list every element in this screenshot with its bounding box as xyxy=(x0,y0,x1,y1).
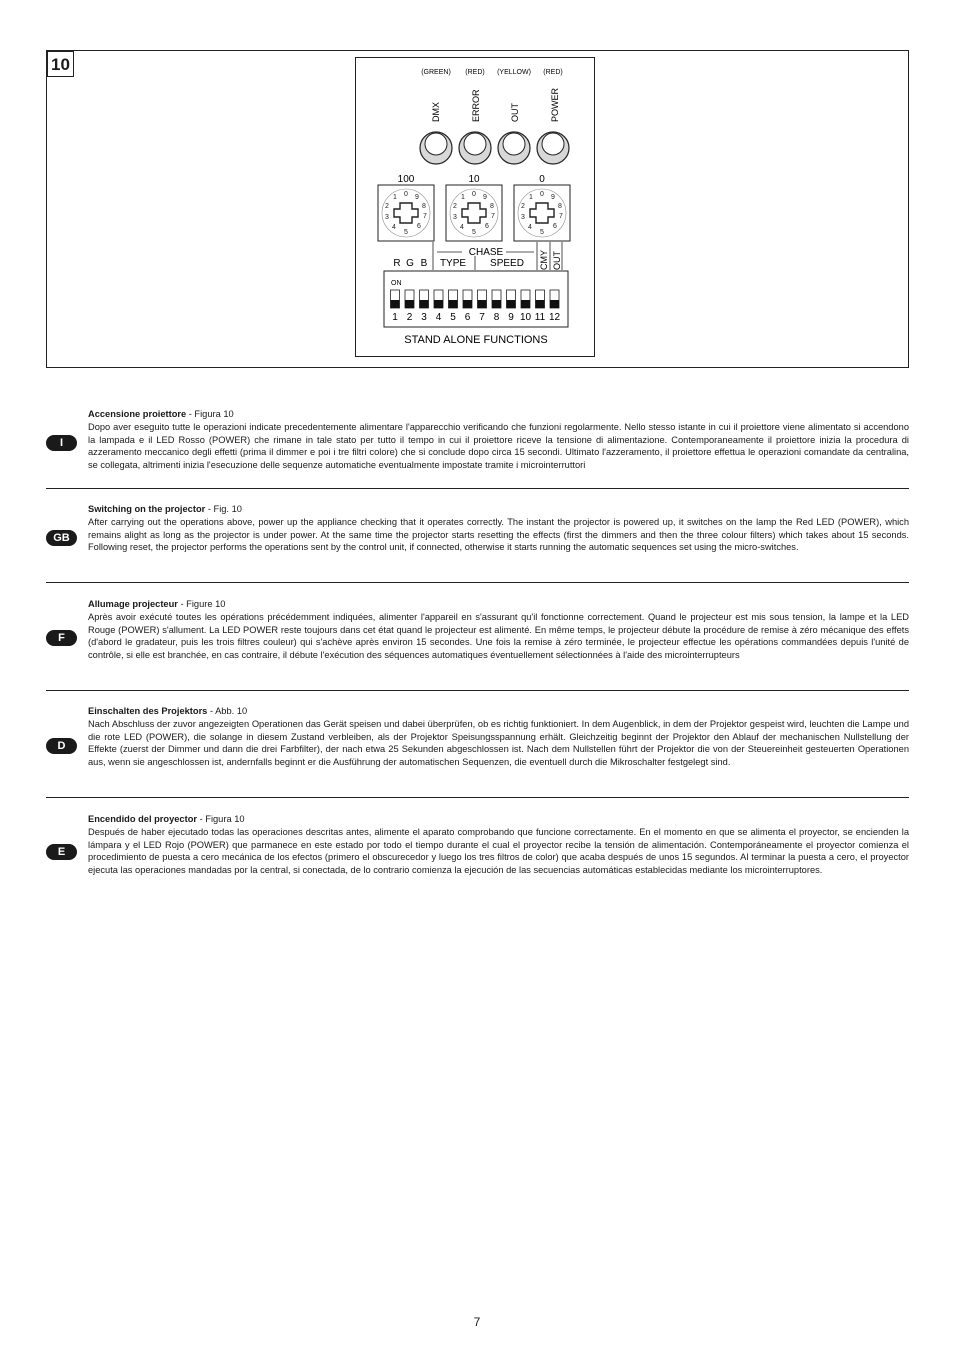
svg-text:8: 8 xyxy=(422,203,426,210)
dip-number-label: 6 xyxy=(464,312,471,323)
svg-text:1: 1 xyxy=(393,194,397,201)
section-german xyxy=(46,702,909,782)
dip-switch-5[interactable] xyxy=(449,290,458,308)
dip-switch-9[interactable] xyxy=(507,290,516,308)
section-title: Switching on the projector xyxy=(88,504,206,514)
dip-on-label: ON xyxy=(391,280,402,287)
rotary-label-10: 10 xyxy=(468,174,480,185)
svg-text:2: 2 xyxy=(385,203,389,210)
panel-caption: STAND ALONE FUNCTIONS xyxy=(404,334,548,346)
section-title: Accensione proiettore xyxy=(88,409,187,419)
section-body: Después de haber ejecutado todas las operaciones descritas antes, alimente el aparato comprobando que funcione correctamente. En el momento en que se alimenta el proyector, se encienden la lámpara y el LED Rojo (POWER) que parmanece en este estado por todo el tiempo durante el cual el proyector recibe la tensión de alimentación. Contemporáneamente el proyector comienza el procedimiento de puesta a cero mecánica de los efectos (primero el obscurecedor y luego los tres filtros de color) que acaba después de unos 15 segundos. Al terminar la puesta a cero, el proyector ejecuta las operaciones mandadas por la central, si conectada, de lo contrario comienza la ejecución de las secuencias automáticas establecidas mediante los microinterruptores. xyxy=(88,826,909,876)
led-name-error: ERROR xyxy=(471,89,481,122)
label-cmy: CMY xyxy=(539,250,549,270)
dip-switch-10[interactable] xyxy=(521,290,530,308)
svg-text:9: 9 xyxy=(415,194,419,201)
label-speed: SPEED xyxy=(490,258,524,269)
svg-text:9: 9 xyxy=(551,194,555,201)
section-body: Après avoir exécuté toutes les opérations précédemment indiquées, alimenter l'appareil en s'assurant qu'il fonctionne correctement. Quand le projecteur est mis sous tension, la lampe et la LED Rouge (POWER) s'allument. La LED POWER reste toujours dans cet état quand le projecteur est alimenté. En même temps, le projecteur débute la procédure de remise à zéro mécanique des effets (d'abord le gradateur, puis les trois filtres couleur) qui s'achève après environ 15 secondes. Une fois la remise à zéro terminée, le projecteur effectue les opérations commandées depuis l'unité de contrôle, si elle est branchée, en cas contraire, il débute l'exécution des séquences automatiques éventuellement sélectionnées à l'aide des microinterrupteurs xyxy=(88,611,909,661)
svg-text:0: 0 xyxy=(404,191,408,198)
label-r: R xyxy=(393,258,401,269)
led-name-power: POWER xyxy=(550,87,560,122)
language-badge-f: F xyxy=(46,630,77,646)
led-color-label: (RED) xyxy=(543,69,563,76)
section-divider xyxy=(46,797,909,798)
led-error-icon xyxy=(459,132,491,164)
rotary-switch-0[interactable] xyxy=(514,185,570,241)
svg-text:6: 6 xyxy=(485,223,489,230)
section-title: Allumage projecteur xyxy=(88,599,178,609)
svg-text:6: 6 xyxy=(417,223,421,230)
led-color-label: (YELLOW) xyxy=(497,69,531,76)
svg-text:2: 2 xyxy=(453,203,457,210)
section-french xyxy=(46,595,909,675)
dip-switch-3[interactable] xyxy=(420,290,429,308)
svg-text:6: 6 xyxy=(553,223,557,230)
figure-ref: - Figura 10 xyxy=(197,814,245,824)
section-body: Dopo aver eseguito tutte le operazioni indicate precedentemente alimentare l'apparecchio verificando che funzioni regolarmente. Nello stesso istante in cui il proiettore viene alimentato si accendono la lampada e il LED Rosso (POWER) che rimane in tale stato per tutto il tempo in cui il proiettore riceve la tensione di alimentazione. Contemporaneamente il proiettore inizia la procedura di azzeramento meccanico degli effetti (prima il dimmer e poi i tre filtri colore) che si conclude dopo circa 15 secondi. Ultimato l'azzeramento, il proiettore effettua le operazioni comandate da centralina, se collegata, altrimenti inizia l'esecuzione delle sequenze automatiche eventualmente impostate tramite i microinterruttori xyxy=(88,421,909,471)
led-name-dmx: DMX xyxy=(431,102,441,122)
language-badge-gb: GB xyxy=(46,530,77,546)
section-title: Einschalten des Projektors xyxy=(88,706,208,716)
dip-number-label: 10 xyxy=(519,312,532,323)
dip-number-label: 12 xyxy=(548,312,561,323)
dip-number-label: 1 xyxy=(392,312,398,323)
led-dmx-icon xyxy=(420,132,452,164)
language-badge-e: E xyxy=(46,844,77,860)
section-title: Encendido del proyector xyxy=(88,814,197,824)
dip-number-label: 3 xyxy=(421,312,427,323)
svg-text:0: 0 xyxy=(472,191,476,198)
svg-text:9: 9 xyxy=(483,194,487,201)
dip-switch-12[interactable] xyxy=(550,290,559,308)
figure-number: 10 xyxy=(47,51,74,77)
svg-text:7: 7 xyxy=(559,213,563,220)
svg-text:4: 4 xyxy=(460,224,464,231)
section-divider xyxy=(46,582,909,583)
dip-number-label: 8 xyxy=(493,312,500,323)
svg-text:7: 7 xyxy=(423,213,427,220)
figure-ref: - Figura 10 xyxy=(186,409,234,419)
svg-text:1: 1 xyxy=(529,194,533,201)
section-body: After carrying out the operations above, power up the appliance checking that it operates correctly. The instant the projector is powered up, it switches on the lamp the Red LED (POWER), which remains alight as long as the projector is under power. At the same time the projector starts resetting the effects (first the dimmers and then the three colour filters) which takes about 15 seconds. Following reset, the projector performs the operations sent by the control unit, if connected, otherwise it starts running the automatic sequences set using the micro-switches. xyxy=(88,516,909,553)
svg-text:7: 7 xyxy=(491,213,495,220)
dip-switch-4[interactable] xyxy=(434,290,443,308)
chase-label: CHASE xyxy=(468,247,504,258)
dip-number-label: 2 xyxy=(406,312,413,323)
dip-number-label: 9 xyxy=(508,312,514,323)
rotary-switch-10[interactable] xyxy=(446,185,502,241)
section-spanish xyxy=(46,810,909,890)
led-name-out: OUT xyxy=(510,103,520,122)
dip-switch-6[interactable] xyxy=(463,290,472,308)
dip-number-label: 7 xyxy=(479,312,485,323)
svg-text:8: 8 xyxy=(490,203,494,210)
label-b: B xyxy=(420,258,428,269)
svg-text:3: 3 xyxy=(521,214,525,221)
section-body: Nach Abschluss der zuvor angezeigten Operationen das Gerät speisen und dabei überprüfen, ob es richtig funktioniert. In dem Augenblick, in dem der Projektor gespeist wird, leuchten die Lampe und die rote LED (POWER), die solange in diesem Zustand verbleiben, als der Projektor Speisungsspannung erhält. Gleichzeitig beginnt der Projektor den Ablauf der mechanischen Nullstellung der Effekte (zuerst der Dimmer und dann die drei Farbfilter), der nach etwa 25 Sekunden abgeschlossen ist. Nach dem Nullstellen führt der Projektor die von der Steuereinheit gesteuerten Operationen aus, wenn sie angeschlossen ist, andernfalls beginnt er die Ausführung der automatischen Sequenzen, die eventuell durch die Mikroschalter festgelegt sind. xyxy=(88,718,909,768)
section-english xyxy=(46,500,909,570)
svg-text:5: 5 xyxy=(540,229,544,236)
dip-number-label: 4 xyxy=(435,312,442,323)
label-g: G xyxy=(406,258,414,269)
svg-text:2: 2 xyxy=(521,203,525,210)
rotary-switch-100[interactable] xyxy=(378,185,434,241)
dip-switch-8[interactable] xyxy=(492,290,501,308)
figure-ref: - Fig. 10 xyxy=(205,504,242,514)
dip-switch-2[interactable] xyxy=(405,290,414,308)
figure-ref: - Figure 10 xyxy=(177,599,226,609)
section-italian xyxy=(46,405,909,475)
section-divider xyxy=(46,488,909,489)
rotary-label-100: 100 xyxy=(397,174,415,185)
led-color-label: (GREEN) xyxy=(421,69,451,76)
section-divider xyxy=(46,690,909,691)
svg-text:1: 1 xyxy=(461,194,465,201)
svg-text:8: 8 xyxy=(558,203,562,210)
label-out: OUT xyxy=(552,251,562,270)
svg-text:5: 5 xyxy=(472,229,476,236)
page-number: 7 xyxy=(473,1315,481,1329)
svg-text:5: 5 xyxy=(404,229,408,236)
control-panel-diagram xyxy=(355,57,595,357)
language-badge-i: I xyxy=(46,435,77,451)
dip-switch-7[interactable] xyxy=(478,290,487,308)
svg-text:0: 0 xyxy=(540,191,544,198)
led-color-label: (RED) xyxy=(465,69,485,76)
dip-switch-1[interactable] xyxy=(391,290,400,308)
led-power-icon xyxy=(537,132,569,164)
figure-ref: - Abb. 10 xyxy=(207,706,248,716)
svg-text:3: 3 xyxy=(453,214,457,221)
label-type: TYPE xyxy=(439,258,467,269)
led-out-icon xyxy=(498,132,530,164)
svg-text:4: 4 xyxy=(528,224,532,231)
svg-text:3: 3 xyxy=(385,214,389,221)
dip-number-label: 5 xyxy=(450,312,456,323)
rotary-label-0: 0 xyxy=(539,174,545,185)
dip-switch-11[interactable] xyxy=(536,290,545,308)
svg-text:4: 4 xyxy=(392,224,396,231)
dip-number-label: 11 xyxy=(534,312,546,323)
language-badge-d: D xyxy=(46,738,77,754)
